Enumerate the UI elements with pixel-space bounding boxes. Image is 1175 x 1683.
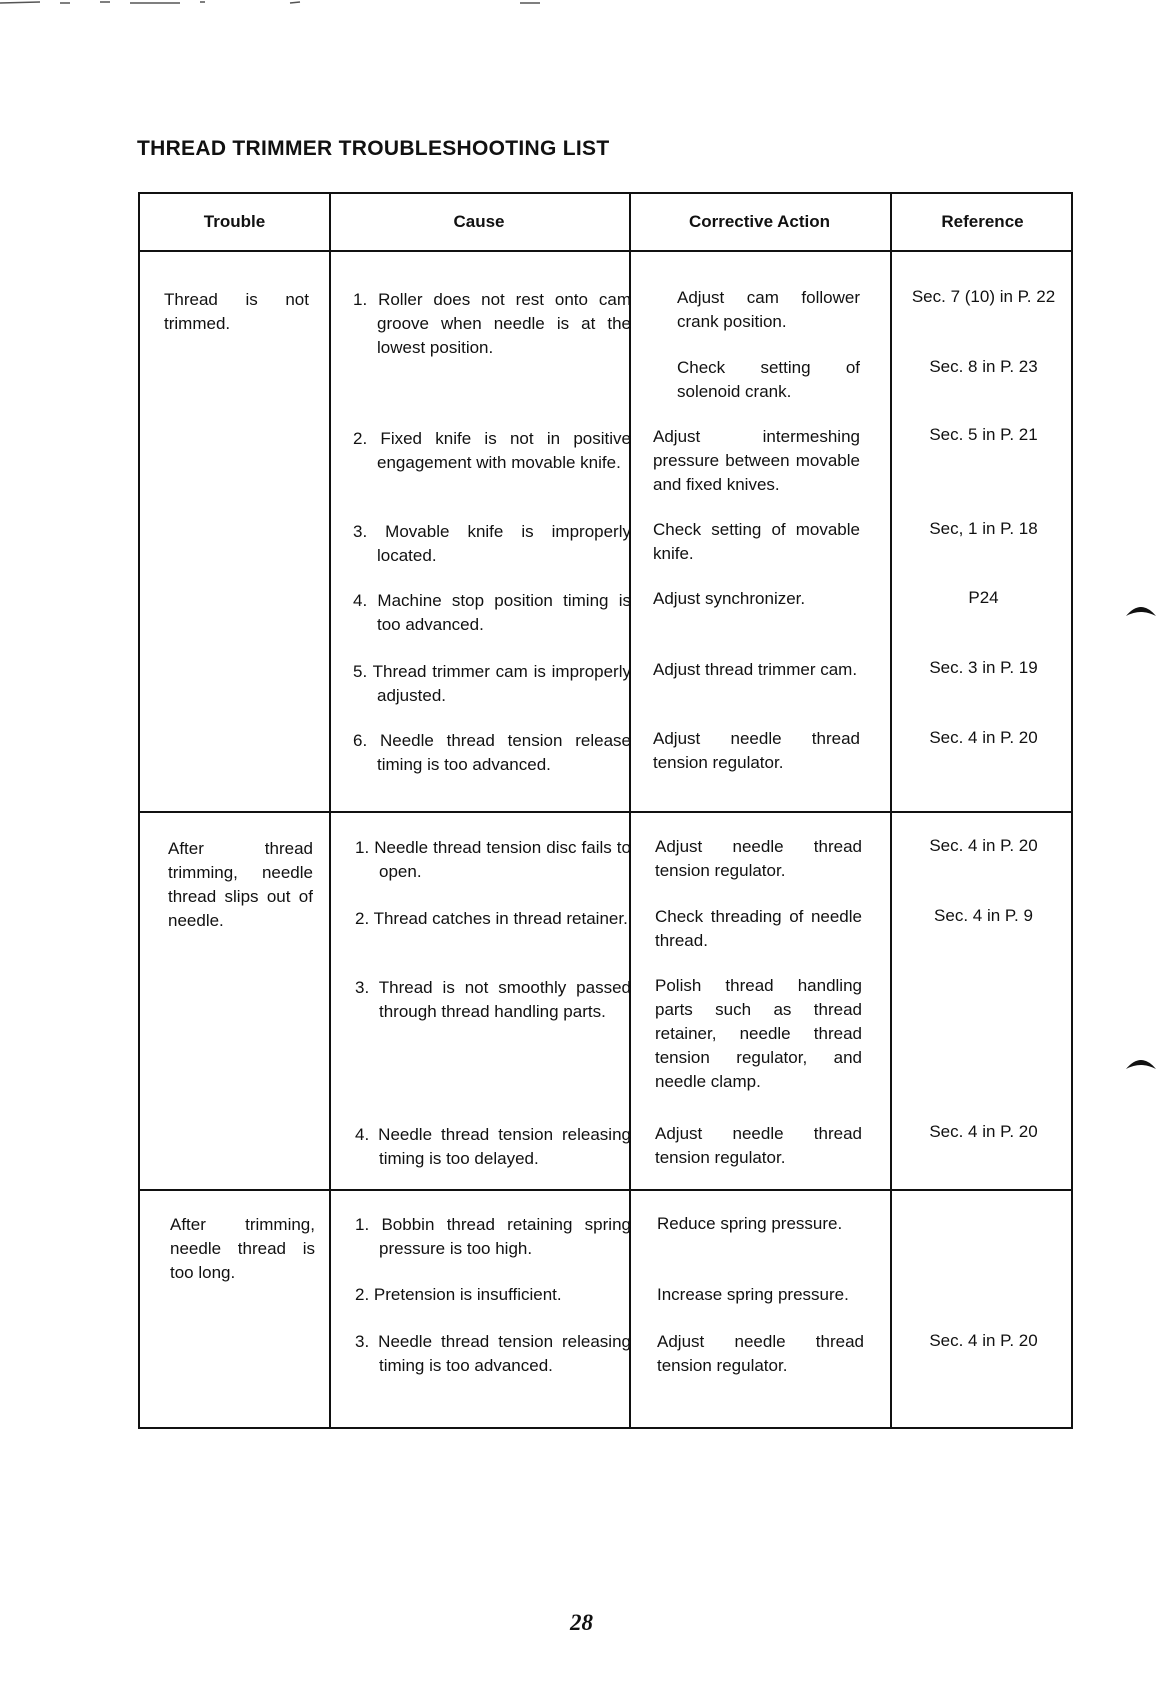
reference-cell: Sec. 4 in P. 9 <box>934 906 1033 925</box>
reference-cell: Sec. 4 in P. 20 <box>929 1331 1038 1350</box>
cause-cell: 1. Roller does not rest onto cam groove when needle is at the lowest position. <box>353 290 631 357</box>
header-divider <box>140 250 1071 252</box>
reference-cell: Sec. 4 in P. 20 <box>929 836 1038 855</box>
cause-cell: 4. Needle thread tension releasing timing is too delayed. <box>355 1125 631 1168</box>
action-cell: Adjust needle thread tension regulator. <box>655 1124 862 1167</box>
cause-cell: 2. Thread catches in thread retainer. <box>355 909 628 928</box>
action-cell: Increase spring pressure. <box>657 1285 849 1304</box>
troubleshooting-table <box>138 192 1073 1429</box>
cause-cell: 3. Thread is not smoothly passed through thread handling parts. <box>355 978 631 1021</box>
cause-cell: 2. Fixed knife is not in positive engagement with movable knife. <box>353 429 631 472</box>
action-cell: Adjust cam follower crank position. <box>677 288 860 331</box>
action-cell: Check setting of movable knife. <box>653 520 860 563</box>
action-cell: Adjust needle thread tension regulator. <box>653 729 860 772</box>
action-cell: Adjust intermeshing pressure between movable and fixed knives. <box>653 427 860 494</box>
cause-cell: 1. Bobbin thread retaining spring pressure is too high. <box>355 1215 631 1258</box>
action-cell: Adjust needle thread tension regulator. <box>655 837 862 880</box>
reference-cell: Sec. 4 in P. 20 <box>929 1122 1038 1141</box>
page-number: 28 <box>570 1610 593 1635</box>
group-divider <box>140 1189 1071 1191</box>
action-cell: Adjust synchronizer. <box>653 589 806 608</box>
page-title: THREAD TRIMMER TROUBLESHOOTING LIST <box>137 137 610 160</box>
cause-cell: 4. Machine stop position timing is too advanced. <box>353 591 631 634</box>
action-cell: Check setting of solenoid crank. <box>677 358 860 401</box>
reference-cell: Sec. 8 in P. 23 <box>929 357 1038 376</box>
reference-cell: Sec. 5 in P. 21 <box>929 425 1038 444</box>
cause-cell: 3. Movable knife is improperly located. <box>353 522 631 565</box>
header-trouble: Trouble <box>203 212 266 231</box>
action-cell: Adjust thread trimmer cam. <box>653 660 858 679</box>
action-cell: Polish thread handling parts such as thread retainer, needle thread tension regulator, and needle clamp. <box>655 976 862 1091</box>
cause-cell: 3. Needle thread tension releasing timing is too advanced. <box>355 1332 631 1375</box>
trouble-cell: Thread is not trimmed. <box>164 290 309 333</box>
action-cell: Adjust needle thread tension regulator. <box>657 1332 864 1375</box>
header-cause: Cause <box>453 212 505 231</box>
cause-cell: 5. Thread trimmer cam is improperly adjusted. <box>353 662 631 705</box>
cause-cell: 1. Needle thread tension disc fails to open. <box>355 838 631 881</box>
trouble-cell: After trimming, needle thread is too long. <box>170 1215 315 1282</box>
header-reference: Reference <box>941 212 1024 231</box>
reference-cell: Sec. 4 in P. 20 <box>929 728 1038 747</box>
reference-cell: Sec, 1 in P. 18 <box>929 519 1038 538</box>
action-cell: Check threading of needle thread. <box>655 907 862 950</box>
cause-cell: 2. Pretension is insufficient. <box>355 1285 562 1304</box>
group-divider <box>140 811 1071 813</box>
trouble-cell: After thread trimming, needle thread slips out of needle. <box>168 839 313 930</box>
reference-cell: Sec. 7 (10) in P. 22 <box>911 287 1056 306</box>
reference-cell: P24 <box>968 588 999 607</box>
cause-cell: 6. Needle thread tension release timing is too advanced. <box>353 731 631 774</box>
action-cell: Reduce spring pressure. <box>657 1214 843 1233</box>
reference-cell: Sec. 3 in P. 19 <box>929 658 1038 677</box>
binding-mark-icon <box>1124 1053 1158 1071</box>
binding-mark-icon <box>1124 600 1158 618</box>
header-corrective-action: Corrective Action <box>688 212 831 231</box>
scan-artifact-top <box>0 0 560 6</box>
